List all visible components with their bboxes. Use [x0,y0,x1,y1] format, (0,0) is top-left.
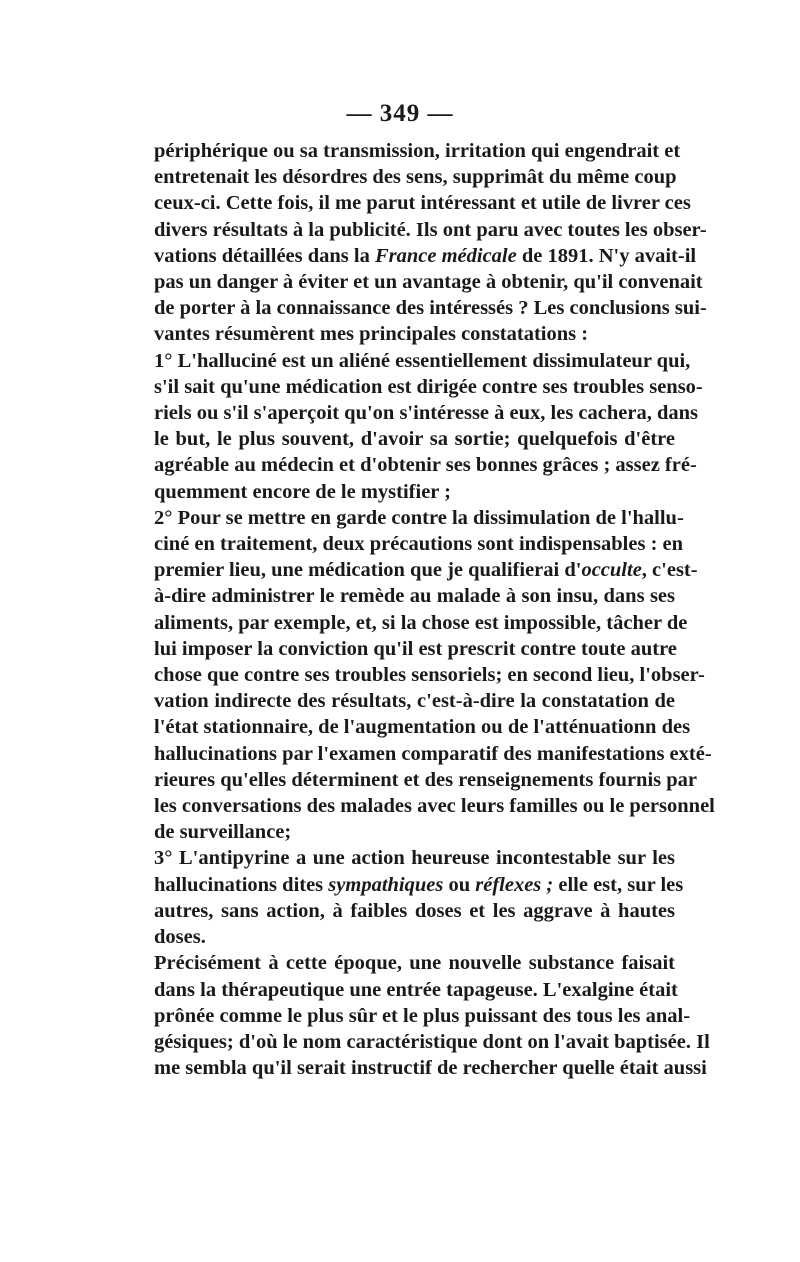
text-line: de surveillance; [154,821,292,844]
text-line: hallucinations dites sympathiques ou réflexes ; elle est, sur les [154,873,684,896]
text-line: hallucinations par l'examen comparatif des manifestations exté- [154,742,712,765]
text-line: 2° Pour se mettre en garde contre la dissimulation de l'hallu- [154,506,684,529]
paragraph-conclusion-3 [132,845,684,950]
text-line: riels ou s'il s'aperçoit qu'on s'intéresse à eux, les cachera, dans [154,402,699,425]
text-line: prônée comme le plus sûr et le plus puissant des tous les anal- [154,1004,691,1027]
paragraph-conclusion-1 [132,348,703,505]
text-line: me sembla qu'il serait instructif de rechercher quelle était aussi [154,1057,707,1080]
text-line: quemment encore de le mystifier ; [154,480,451,503]
text-line: rieures qu'elles déterminent et des renseignements fournis par [154,768,697,791]
text-line: 3° L'antipyrine a une action heureuse incontestable sur les [154,847,675,870]
text-line: pas un danger à éviter et un avantage à obtenir, qu'il convenait [154,271,703,294]
text-line: gésiques; d'où le nom caractéristique dont on l'avait baptisée. Il [154,1030,710,1053]
text-line: divers résultats à la publicité. Ils ont paru avec toutes les obser- [154,218,707,241]
text-line: chose que contre ses troubles sensoriels; en second lieu, l'obser- [154,664,705,687]
text-line: le but, le plus souvent, d'avoir sa sortie; quelquefois d'être [154,428,675,451]
body-text [132,138,715,1081]
text-line: doses. [154,926,206,949]
text-line: vation indirecte des résultats, c'est-à-dire la constatation de [154,690,675,713]
text-line: périphérique ou sa transmission, irritation qui engendrait et [154,140,681,162]
text-line: ceux-ci. Cette fois, il me parut intéressant et utile de livrer ces [154,192,691,215]
paragraph-exalgine [132,950,710,1081]
text-line: s'il sait qu'une médication est dirigée contre ses troubles senso- [154,375,703,398]
text-line: premier lieu, une médication que je qualifierai d'occulte, c'est- [154,559,698,582]
text-line: vantes résumèrent mes principales constatations : [154,323,589,346]
paragraph-conclusion-2 [132,505,715,846]
page-number: — 349 — [346,100,454,127]
text-line: autres, sans action, à faibles doses et les aggrave à hautes [154,899,675,922]
paragraph-intro [132,138,707,348]
text-line: l'état stationnaire, de l'augmentation ou de l'atténuationn des [154,716,691,739]
text-line: vations détaillées dans la France médicale de 1891. N'y avait-il [154,244,697,267]
text-line: les conversations des malades avec leurs familles ou le personnel [154,795,715,818]
text-line: Précisément à cette époque, une nouvelle substance faisait [154,952,675,975]
text-line: entretenait les désordres des sens, supprimât du même coup [154,166,677,189]
text-line: ciné en traitement, deux précautions sont indispensables : en [154,533,684,556]
text-line: à-dire administrer le remède au malade à son insu, dans ses [154,585,675,608]
text-line: aliments, par exemple, et, si la chose est impossible, tâcher de [154,611,688,634]
text-line: lui imposer la conviction qu'il est prescrit contre toute autre [154,637,677,660]
text-line: 1° L'halluciné est un aliéné essentiellement dissimulateur qui, [154,349,691,372]
text-line: agréable au médecin et d'obtenir ses bonnes grâces ; assez fré- [154,454,697,477]
text-line: dans la thérapeutique une entrée tapageuse. L'exalgine était [154,978,678,1001]
text-line: de porter à la connaissance des intéressés ? Les conclusions sui- [154,297,707,320]
